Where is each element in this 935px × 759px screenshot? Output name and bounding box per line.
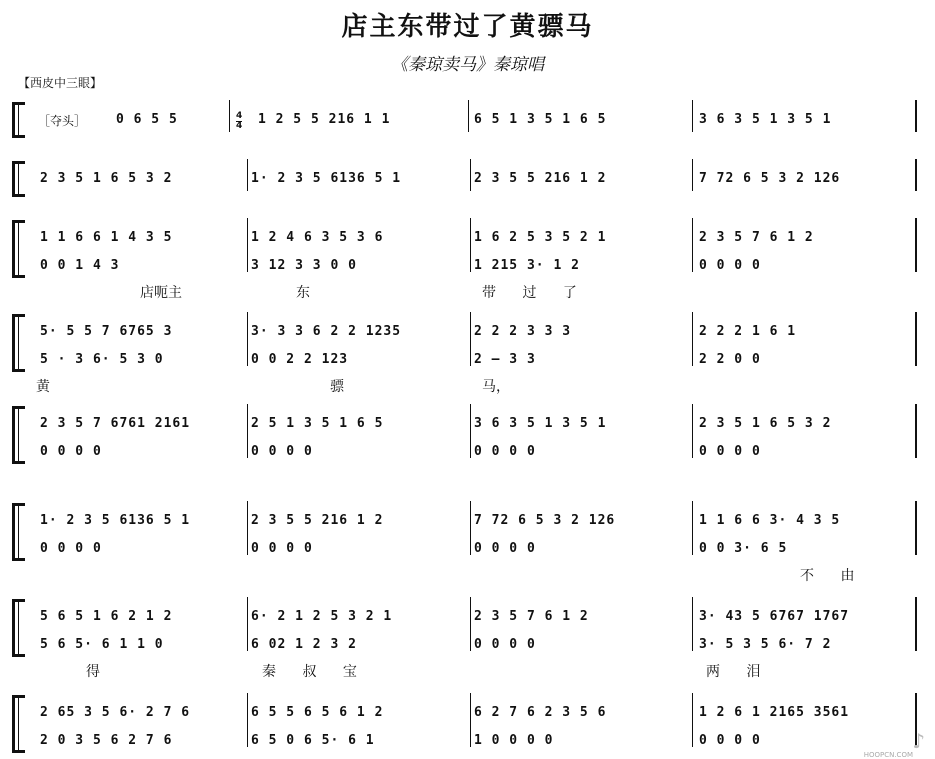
system-brace xyxy=(12,220,25,278)
time-signature-top: 4 xyxy=(236,111,243,121)
measure-top: 2 3 5 5 216 1 2 xyxy=(251,513,384,528)
bar-line xyxy=(470,693,471,747)
measure-top: 6 2 7 6 2 3 5 6 xyxy=(474,705,607,720)
system-brace xyxy=(12,406,25,464)
lyric-text: 两 泪 xyxy=(706,664,761,680)
lyric-text: 东 xyxy=(296,285,310,301)
bar-line xyxy=(247,404,248,458)
bar-line xyxy=(247,218,248,272)
measure-bottom: 0 0 0 0 xyxy=(251,444,313,459)
bar-line xyxy=(692,159,693,191)
measure-top: 2 5 1 3 5 1 6 5 xyxy=(251,416,384,431)
measure-top: 2 3 5 7 6 1 2 xyxy=(474,609,589,624)
measure-bottom: 6 5 0 6 5· 6 1 xyxy=(251,733,375,748)
measure-top: 0 6 5 5 xyxy=(116,112,178,127)
bar-line xyxy=(692,312,693,366)
bar-line xyxy=(915,159,917,191)
measure-top: 2 3 5 7 6 1 2 xyxy=(699,230,814,245)
system-brace xyxy=(12,695,25,753)
measure-bottom: 0 0 0 0 xyxy=(40,444,102,459)
measure-top: 2 65 3 5 6· 2 7 6 xyxy=(40,705,191,720)
measure-top: 6 5 1 3 5 1 6 5 xyxy=(474,112,607,127)
bar-line xyxy=(470,597,471,651)
measure-top: 1 6 2 5 3 5 2 1 xyxy=(474,230,607,245)
lyric-text: 秦 叔 宝 xyxy=(262,664,357,680)
bar-line xyxy=(692,501,693,555)
measure-bottom: 0 0 2 2 123 xyxy=(251,352,349,367)
measure-bottom: 3· 5 3 5 6· 7 2 xyxy=(699,637,832,652)
system-brace xyxy=(12,161,25,197)
measure-top: 1 2 4 6 3 5 3 6 xyxy=(251,230,384,245)
measure-top: 5 6 5 1 6 2 1 2 xyxy=(40,609,173,624)
measure-top: 1 2 6 1 2165 3561 xyxy=(699,705,850,720)
bar-line xyxy=(692,693,693,747)
song-title: 店主东带过了黄骠马 xyxy=(341,12,594,42)
tempo-marking: 【西皮中三眼】 xyxy=(18,76,103,90)
bar-line xyxy=(229,100,230,132)
bar-line xyxy=(915,100,917,132)
bar-line xyxy=(247,693,248,747)
measure-bottom: 0 0 0 0 xyxy=(40,541,102,556)
measure-bottom: 0 0 0 0 xyxy=(474,637,536,652)
measure-top: 2 3 5 5 216 1 2 xyxy=(474,171,607,186)
measure-bottom: 0 0 3· 6 5 xyxy=(699,541,788,556)
song-subtitle: 《秦琼卖马》秦琼唱 xyxy=(391,55,544,75)
lyric-text: 黄 xyxy=(36,379,50,395)
system-brace xyxy=(12,102,25,138)
lyric-text: 马， xyxy=(482,379,510,395)
measure-top: 2 2 2 1 6 1 xyxy=(699,324,797,339)
measure-top: 5· 5 5 7 6765 3 xyxy=(40,324,173,339)
system-brace xyxy=(12,599,25,657)
measure-bottom: 2 – 3 3 xyxy=(474,352,536,367)
system-brace xyxy=(12,503,25,561)
lyric-text: 不 由 xyxy=(800,568,855,584)
bar-line xyxy=(470,312,471,366)
lyric-text: 带 过 了 xyxy=(482,285,577,301)
lyric-text: 店呃主 xyxy=(140,285,182,301)
measure-bottom: 0 0 0 0 xyxy=(474,444,536,459)
bar-line xyxy=(692,100,693,132)
measure-top: 6· 2 1 2 5 3 2 1 xyxy=(251,609,393,624)
lyric-text: 得 xyxy=(86,664,100,680)
measure-top: 7 72 6 5 3 2 126 xyxy=(699,171,841,186)
measure-top: 1· 2 3 5 6136 5 1 xyxy=(40,513,191,528)
measure-top: 6 5 5 6 5 6 1 2 xyxy=(251,705,384,720)
bar-line xyxy=(915,501,917,555)
measure-bottom: 0 0 0 0 xyxy=(251,541,313,556)
system-brace xyxy=(12,314,25,372)
measure-top: 2 2 2 3 3 3 xyxy=(474,324,572,339)
measure-top: 1 2 5 5 216 1 1 xyxy=(258,112,391,127)
bar-line xyxy=(247,312,248,366)
bar-line xyxy=(915,404,917,458)
watermark-url: HOOPCN.COM xyxy=(863,751,913,759)
bar-line xyxy=(915,312,917,366)
bar-line xyxy=(468,100,469,132)
time-signature xyxy=(236,112,242,131)
bar-line xyxy=(915,218,917,272)
measure-top: 3· 3 3 6 2 2 1235 xyxy=(251,324,402,339)
measure-top: 2 3 5 7 6761 2161 xyxy=(40,416,191,431)
measure-top: 2 3 5 1 6 5 3 2 xyxy=(40,171,173,186)
lyric-text: 骠 xyxy=(330,379,344,395)
measure-top: 3 6 3 5 1 3 5 1 xyxy=(699,112,832,127)
time-signature-bottom: 4 xyxy=(236,121,243,131)
watermark-logo: ♪ xyxy=(912,729,925,753)
measure-top: 1· 2 3 5 6136 5 1 xyxy=(251,171,402,186)
bar-line xyxy=(692,218,693,272)
measure-bottom: 1 215 3· 1 2 xyxy=(474,258,580,273)
measure-top: 1 1 6 6 1 4 3 5 xyxy=(40,230,173,245)
bar-line xyxy=(470,218,471,272)
measure-top: 3· 43 5 6767 1767 xyxy=(699,609,850,624)
bar-line xyxy=(915,597,917,651)
measure-bottom: 0 0 0 0 xyxy=(699,733,761,748)
measure-bottom: 2 2 0 0 xyxy=(699,352,761,367)
measure-bottom: 5 · 3 6· 5 3 0 xyxy=(40,352,164,367)
measure-top: 7 72 6 5 3 2 126 xyxy=(474,513,616,528)
measure-bottom: 0 0 0 0 xyxy=(699,258,761,273)
bar-line xyxy=(247,501,248,555)
bar-line xyxy=(470,159,471,191)
bar-line xyxy=(247,159,248,191)
bar-line xyxy=(692,597,693,651)
measure-bottom: 0 0 1 4 3 xyxy=(40,258,120,273)
bar-line xyxy=(247,597,248,651)
measure-top: 1 1 6 6 3· 4 3 5 xyxy=(699,513,841,528)
measure-top: 2 3 5 1 6 5 3 2 xyxy=(699,416,832,431)
measure-bottom: 0 0 0 0 xyxy=(474,541,536,556)
measure-bottom: 6 02 1 2 3 2 xyxy=(251,637,357,652)
measure-bottom: 1 0 0 0 0 xyxy=(474,733,554,748)
bar-line xyxy=(470,404,471,458)
measure-bottom: 5 6 5· 6 1 1 0 xyxy=(40,637,164,652)
measure-bottom: 2 0 3 5 6 2 7 6 xyxy=(40,733,173,748)
intro-marking: ［夺头］ xyxy=(38,114,87,128)
measure-bottom: 0 0 0 0 xyxy=(699,444,761,459)
bar-line xyxy=(470,501,471,555)
measure-top: 3 6 3 5 1 3 5 1 xyxy=(474,416,607,431)
measure-bottom: 3 12 3 3 0 0 xyxy=(251,258,357,273)
bar-line xyxy=(692,404,693,458)
